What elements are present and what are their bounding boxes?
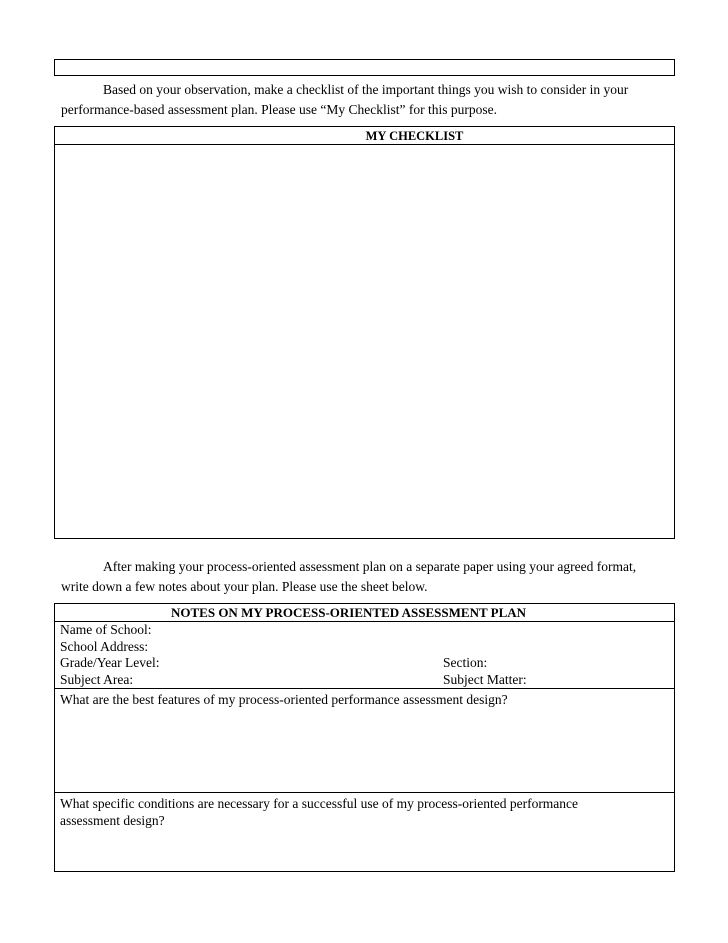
school-info-section	[55, 622, 674, 689]
section-label: Section:	[443, 655, 488, 670]
best-features-question[interactable]	[55, 689, 674, 793]
top-empty-box	[54, 59, 675, 76]
instructions-line-1: After making your process-oriented assessment plan on a separate paper using your agreed format,	[103, 559, 637, 574]
best-features-question-text: What are the best features of my process-oriented performance assessment design?	[60, 692, 508, 707]
conditions-question-line-2: assessment design?	[60, 813, 165, 828]
notes-title: NOTES ON MY PROCESS-ORIENTED ASSESSMENT PLAN	[55, 604, 674, 622]
checklist-title: MY CHECKLIST	[55, 127, 674, 145]
notes-table	[54, 603, 675, 872]
grade-year-level-label: Grade/Year Level:	[60, 655, 160, 670]
conditions-question-line-1: What specific conditions are necessary for a successful use of my process-oriented performance	[60, 796, 579, 811]
school-address-label: School Address:	[60, 638, 149, 654]
my-checklist-box	[54, 126, 675, 539]
intro-line-2: performance-based assessment plan. Please use “My Checklist” for this purpose.	[61, 102, 498, 117]
name-of-school-label: Name of School:	[60, 622, 152, 637]
subject-matter-label: Subject Matter:	[443, 671, 527, 687]
intro-paragraph	[61, 80, 673, 120]
intro-line-1: Based on your observation, make a checklist of the important things you wish to consider in your	[103, 82, 629, 97]
instructions-line-2: write down a few notes about your plan. Please use the sheet below.	[61, 579, 428, 594]
subject-area-label: Subject Area:	[60, 671, 134, 687]
checklist-writing-area[interactable]	[55, 145, 674, 535]
conditions-question[interactable]	[55, 793, 674, 829]
instructions-paragraph	[61, 557, 673, 597]
